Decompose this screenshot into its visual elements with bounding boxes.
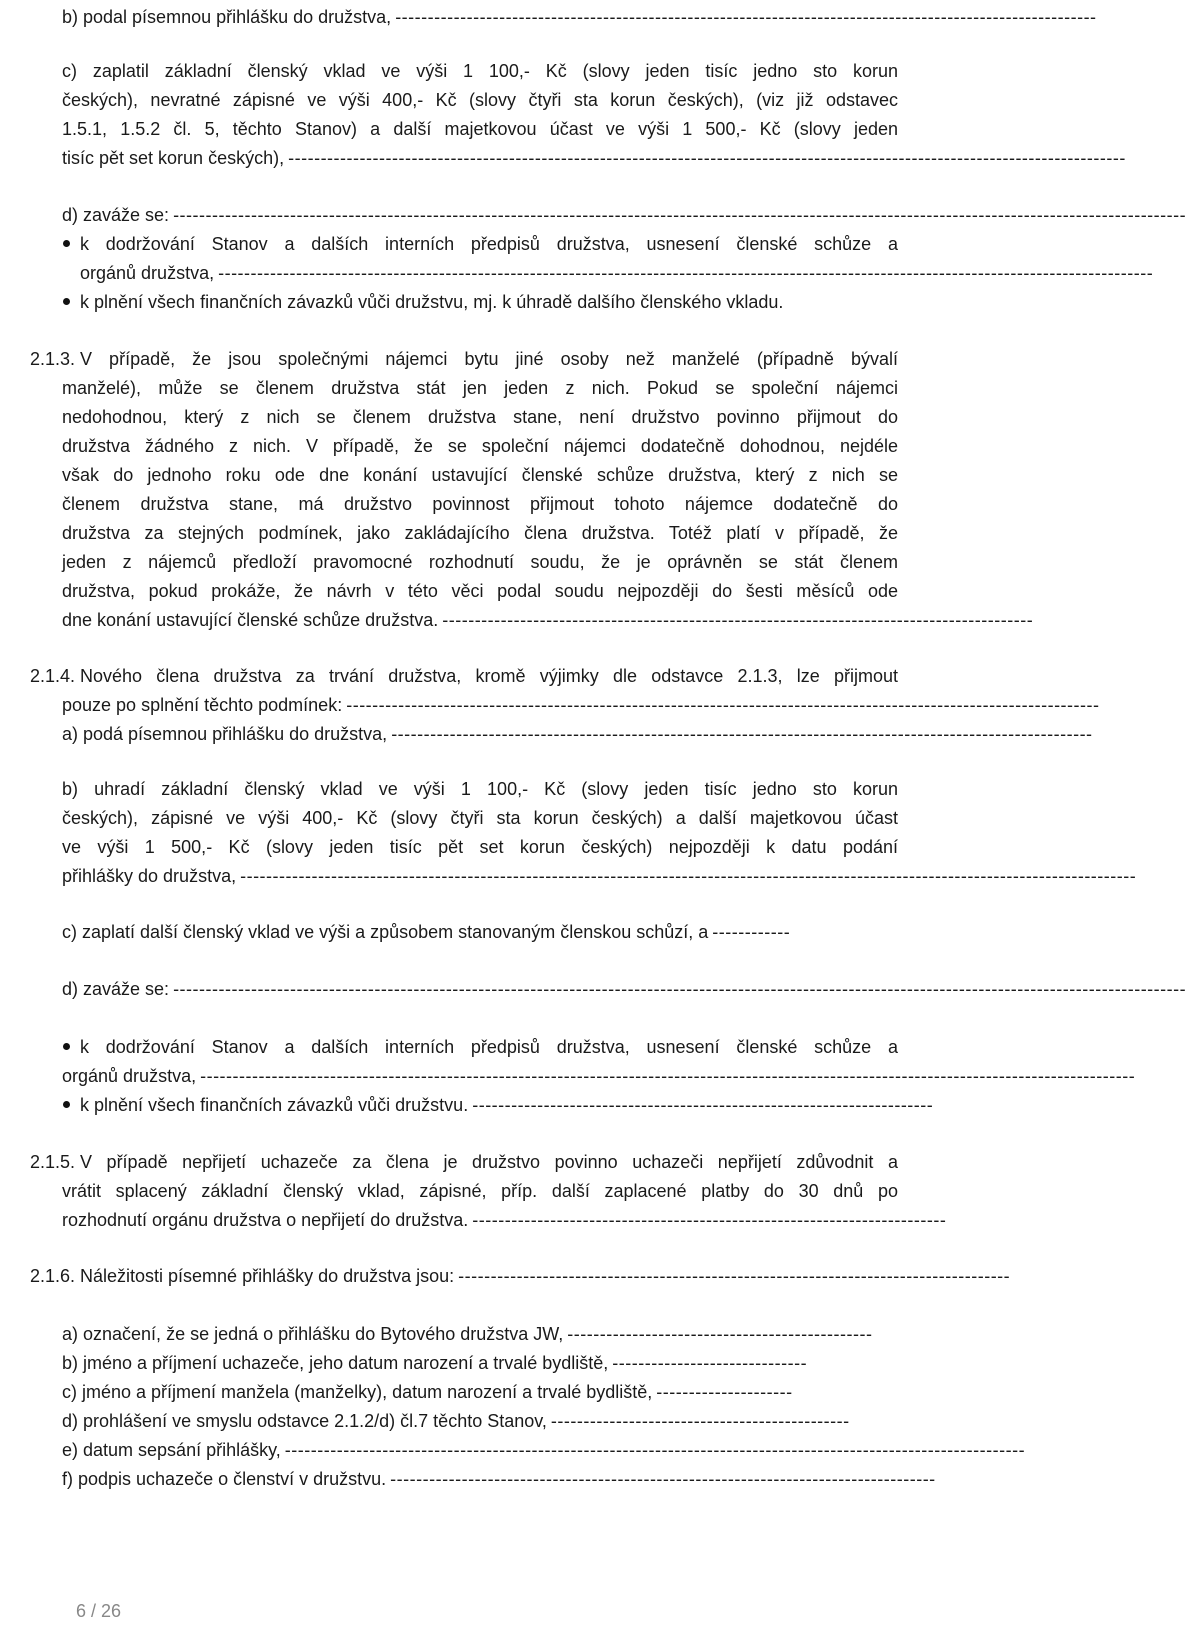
obligation-2-line (80, 1091, 934, 1120)
para-213-line-10 (62, 606, 1034, 635)
bullet-icon (63, 1043, 70, 1050)
obligation-2-text: k plnění všech finančních závazků vůči družstvu. (80, 1095, 469, 1115)
dash-filler: ------------------------------------------------------------------------------------- (458, 1266, 1011, 1286)
dash-filler: ------------------------------------------------------------------------------------------- (442, 610, 1034, 630)
para-214-line-2 (62, 691, 1100, 720)
para-214-text: pouze po splnění těchto podmínek: (62, 695, 343, 715)
requirement-f (62, 1465, 936, 1494)
dash-filler: ------------------------------------------------------------------------------------------------------------ (391, 724, 1093, 744)
para-215-line-3 (62, 1206, 947, 1235)
condition-a-text: a) podá písemnou přihlášku do družstva, (62, 724, 388, 744)
condition-c-line-2: českých), nevratné zápisné ve výši 400,- Kč (slovy čtyři sta korun českých), (viz již odstavec (62, 90, 898, 110)
requirement-a (62, 1320, 898, 1349)
para-213-line-4: družstva žádného z nich. V případě, že se společní nájemci dodatečně dohodnou, nejdéle (62, 436, 898, 456)
condition-b-line-2: českých), zápisné ve výši 400,- Kč (slovy čtyři sta korun českých) a další majetkovou účast (62, 808, 898, 828)
paragraph-number: 2.1.4. (30, 666, 76, 686)
bullet-icon (63, 240, 70, 247)
obligation-1-line-2 (80, 259, 1154, 288)
requirement-a-text: a) označení, že se jedná o přihlášku do Bytového družstva JW, (62, 1324, 564, 1344)
dash-filler: ------------------------------------------------------------------------------------------------------------------------------------------------------------ (173, 205, 1186, 225)
bullet-icon (63, 1101, 70, 1108)
condition-b-text: přihlášky do družstva, (62, 866, 237, 886)
dash-filler: ------------ (712, 922, 791, 942)
condition-b-line-1: b) uhradí základní členský vklad ve výši 1 100,- Kč (slovy jeden tisíc jedno sto korun (62, 779, 898, 799)
page-number: 6 / 26 (76, 1601, 122, 1621)
condition-d-label: d) zaváže se: (62, 205, 170, 225)
dash-filler: ------------------------------------------------------------------------------------------------------------------------------------------ (240, 866, 1137, 886)
para-215-line-2: vrátit splacený základní členský vklad, zápisné, příp. další zaplacené platby do 30 dnů po (62, 1181, 898, 1201)
condition-c-line-1: c) zaplatil základní členský vklad ve výši 1 100,- Kč (slovy jeden tisíc jedno sto korun (62, 61, 898, 81)
bullet-icon (63, 298, 70, 305)
obligation-1-line-1: k dodržování Stanov a dalších interních předpisů družstva, usnesení členské schůze a (80, 234, 898, 254)
dash-filler: --------------------- (656, 1382, 793, 1402)
condition-b-line-3: ve výši 1 500,- Kč (slovy jeden tisíc pět set korun českých) nejpozději k datu podání (62, 837, 898, 857)
requirement-f-text: f) podpis uchazeče o členství v družstvu. (62, 1469, 387, 1489)
para-216-text: Náležitosti písemné přihlášky do družstva jsou: (80, 1266, 455, 1286)
paragraph-number: 2.1.6. (30, 1266, 76, 1286)
condition-d-line (62, 975, 1186, 1004)
dash-filler: ------------------------------------------------------------------------------------------------------------ (395, 7, 1097, 27)
paragraph-number: 2.1.5. (30, 1152, 76, 1172)
requirement-b (62, 1349, 898, 1378)
dash-filler: ------------------------------ (612, 1353, 808, 1373)
condition-d-label: d) zaváže se: (62, 979, 170, 999)
requirement-c-text: c) jméno a příjmení manžela (manželky), datum narození a trvalé bydliště, (62, 1382, 653, 1402)
condition-b-text: b) podal písemnou přihlášku do družstva, (62, 7, 392, 27)
condition-c-line-4 (62, 144, 1126, 173)
condition-c-line (62, 918, 898, 947)
obligation-2-text: k plnění všech finančních závazků vůči družstvu, mj. k úhradě dalšího členského vkladu. (80, 292, 784, 312)
paragraph-number: 2.1.3. (30, 349, 76, 369)
dash-filler: ----------------------------------------------- (567, 1324, 873, 1344)
para-213-line-1: V případě, že jsou společnými nájemci bytu jiné osoby než manželé (případně bývalí (80, 349, 898, 369)
dash-filler: -------------------------------------------------------------------------------------------------------------------- (346, 695, 1100, 715)
dash-filler: ------------------------------------------------------------------------- (472, 1210, 947, 1230)
para-213-text: dne konání ustavující členské schůze družstva. (62, 610, 439, 630)
condition-a-line (62, 720, 1093, 749)
para-213-line-2: manželé), může se členem družstva stát jen jeden z nich. Pokud se společní nájemci (62, 378, 898, 398)
condition-c-text: tisíc pět set korun českých), (62, 148, 285, 168)
para-215-text: rozhodnutí orgánu družstva o nepřijetí do družstva. (62, 1210, 469, 1230)
para-213-line-8: jeden z nájemců předloží pravomocné rozhodnutí soudu, že je oprávněn se stát členem (62, 552, 898, 572)
dash-filler: ------------------------------------------------------------------------------------------------------------------------------------------------------------ (173, 979, 1186, 999)
obligation-1-line-1: k dodržování Stanov a dalších interních předpisů družstva, usnesení členské schůze a (80, 1037, 898, 1057)
para-215-line-1: V případě nepřijetí uchazeče za člena je družstvo povinno uchazeči nepřijetí zdůvodnit a (80, 1152, 898, 1172)
para-213-line-6: členem družstva stane, má družstvo povinnost přijmout tohoto nájemce dodatečně do (62, 494, 898, 514)
obligation-1-text: orgánů družstva, (62, 1066, 197, 1086)
para-213-line-3: nedohodnou, který z nich se členem družstva stane, není družstvo povinno přijmout do (62, 407, 898, 427)
condition-b-line-4 (62, 862, 1137, 891)
dash-filler: ----------------------------------------------------------------------- (472, 1095, 934, 1115)
para-213-line-5: však do jednoho roku ode dne konání ustavující členské schůze družstva, který z nich se (62, 465, 898, 485)
para-216-line-1 (80, 1262, 1011, 1291)
requirement-d (62, 1407, 898, 1436)
obligation-2-line (80, 288, 898, 317)
dash-filler: ------------------------------------------------------------------------------------------------------------------ (284, 1440, 1026, 1460)
condition-c-text: c) zaplatí další členský vklad ve výši a způsobem stanovaným členskou schůzí, a (62, 922, 709, 942)
requirement-b-text: b) jméno a příjmení uchazeče, jeho datum narození a trvalé bydliště, (62, 1353, 609, 1373)
para-213-line-9: družstva, pokud prokáže, že návrh v této věci podal soudu nejpozději do šesti měsíců ode (62, 581, 898, 601)
obligation-1-line-2 (62, 1062, 1136, 1091)
obligation-1-text: orgánů družstva, (80, 263, 215, 283)
requirement-e-text: e) datum sepsání přihlášky, (62, 1440, 281, 1460)
dash-filler: ------------------------------------------------------------------------------------------------------------------------------------------------ (200, 1066, 1136, 1086)
condition-d-line (62, 201, 1186, 230)
requirement-e (62, 1436, 1026, 1465)
para-214-line-1: Nového člena družstva za trvání družstva, kromě výjimky dle odstavce 2.1.3, lze přijmout (80, 666, 898, 686)
requirement-d-text: d) prohlášení ve smyslu odstavce 2.1.2/d) čl.7 těchto Stanov, (62, 1411, 547, 1431)
dash-filler: ---------------------------------------------- (550, 1411, 850, 1431)
dash-filler: ------------------------------------------------------------------------------------ (390, 1469, 936, 1489)
condition-b-line (62, 3, 1097, 32)
para-213-line-7: družstva za stejných podmínek, jako zakládajícího člena družstva. Totéž platí v případě, že (62, 523, 898, 543)
condition-c-line-3: 1.5.1, 1.5.2 čl. 5, těchto Stanov) a další majetkovou účast ve výši 1 500,- Kč (slovy jeden (62, 119, 898, 139)
requirement-c (62, 1378, 898, 1407)
dash-filler: --------------------------------------------------------------------------------------------------------------------------------- (288, 148, 1126, 168)
dash-filler: ------------------------------------------------------------------------------------------------------------------------------------------------ (218, 263, 1154, 283)
